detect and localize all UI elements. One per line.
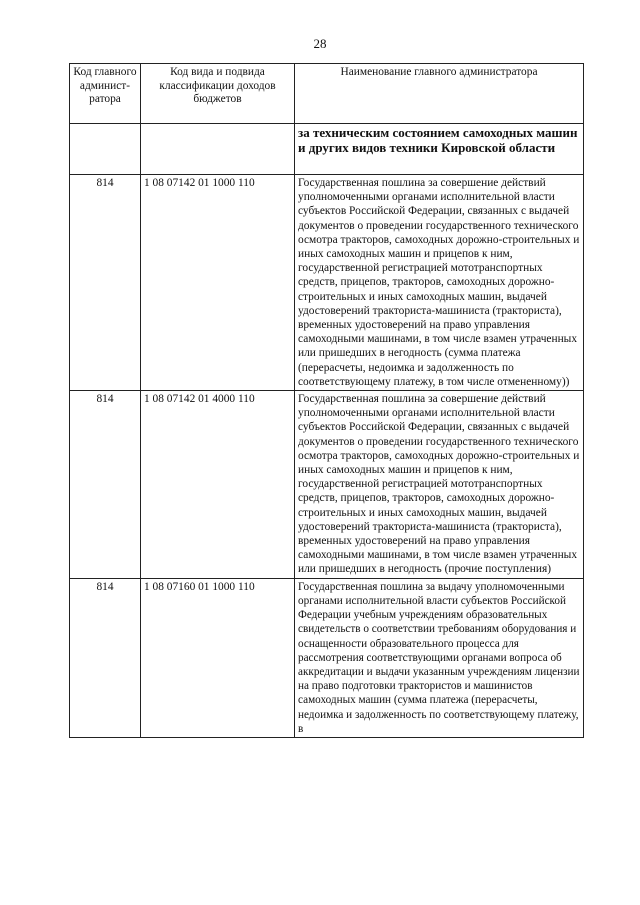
kbk-cell: 1 08 07142 01 1000 110	[141, 175, 295, 391]
revenue-name-cell: Государственная пошлина за совершение действий уполномоченными органами исполнительной власти субъектов Российской Федерации, связанных с выдачей документов о проведении государственного технического осмотра тракторов, самоходных дорожно-строительных и иных самоходных машин и прицепов к ним, государственной регистрацией мототранспортных средств, прицепов, тракторов, самоходных дорожно-строительных и иных самоходных машин, выдачей удостоверений тракториста-машиниста (тракториста), временных удостоверений на право управления самоходными машинами, в том числе взамен утраченных или пришедших в негодность (прочие поступления)	[295, 391, 584, 579]
empty-cell	[70, 124, 141, 175]
admin-code-cell: 814	[70, 175, 141, 391]
revenue-name-cell: Государственная пошлина за выдачу уполномоченными органами исполнительной власти субъектов Российской Федерации учебным учреждениям образовательных свидетельств о соответствии требованиям оборудования и оснащенности образовательного процесса для рассмотрения соответствующими органами вопроса об аккредитации и выдачи указанным учреждениям лицензии на право подготовки трактористов и машинистов самоходных машин (сумма платежа (перерасчеты, недоимка и задолженность по соответствующему платежу, в	[295, 578, 584, 737]
page-number: 28	[313, 36, 327, 51]
revenue-name-cell: Государственная пошлина за совершение действий уполномоченными органами исполнительной власти субъектов Российской Федерации, связанных с выдачей документов о проведении государственного технического осмотра тракторов, самоходных дорожно-строительных и иных самоходных машин и прицепов к ним, государственной регистрацией мототранспортных средств, прицепов, тракторов, самоходных дорожно-строительных и иных самоходных машин, выдачей удостоверений тракториста-машиниста (тракториста), временных удостоверений на право управления самоходными машинами, в том числе взамен утраченных или пришедших в негодность (сумма платежа (перерасчеты, недоимка и задолженность по соответствующему платежу, в том числе отмененному))	[295, 175, 584, 391]
kbk-cell: 1 08 07142 01 4000 110	[141, 391, 295, 579]
header-admin-code: Код главного админист-ратора	[70, 64, 141, 124]
admin-code-cell: 814	[70, 578, 141, 737]
kbk-cell: 1 08 07160 01 1000 110	[141, 578, 295, 737]
empty-cell	[141, 124, 295, 175]
header-admin-name: Наименование главного администратора	[295, 64, 584, 124]
table-row	[70, 391, 584, 579]
admin-code-cell: 814	[70, 391, 141, 579]
table-row	[70, 175, 584, 391]
revenue-administrators-table	[69, 63, 584, 738]
header-kbk: Код вида и подвида классификации доходов бюджетов	[141, 64, 295, 124]
administrator-heading-continuation: за техническим состоянием самоходных машин и других видов техники Кировской области	[295, 124, 584, 175]
table-row-continuation	[70, 124, 584, 175]
table-header	[70, 64, 584, 124]
table-row	[70, 578, 584, 737]
